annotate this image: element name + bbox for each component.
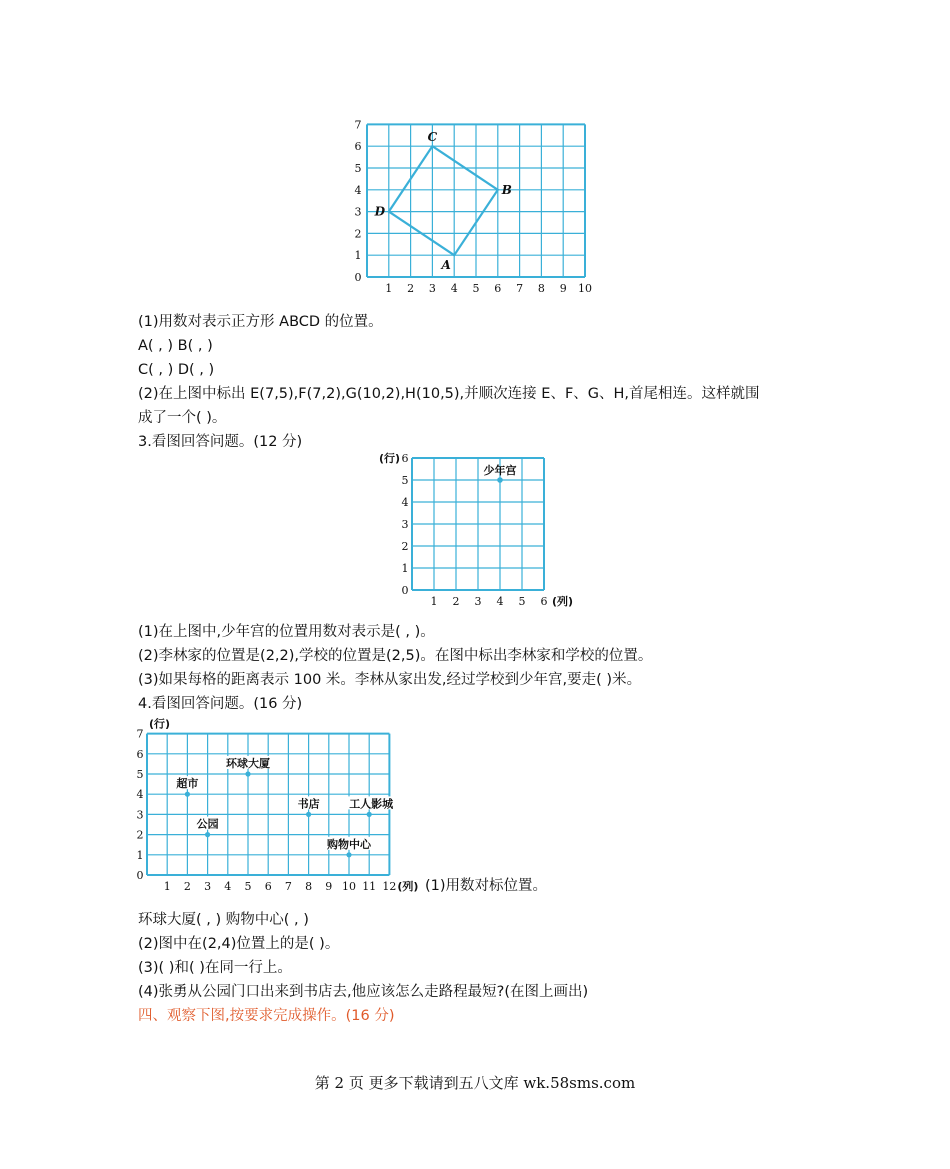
q4-title: 4.看图回答问题。(16 分) (138, 696, 303, 712)
map-point (245, 771, 250, 776)
fig4-y-tick: 4 (136, 788, 144, 802)
fig4-y-tick: 3 (136, 808, 144, 822)
point-label-d: D (374, 204, 386, 219)
map-point-label: 购物中心 (327, 837, 371, 851)
fig1-x-tick: 5 (472, 282, 480, 295)
q2-answer-ab: A( , ) B( , ) (138, 338, 213, 354)
fig3-col-axis-label: (列) (552, 595, 574, 608)
fig1-y-tick: 7 (354, 118, 362, 132)
map-point-label: 公园 (196, 817, 219, 831)
map-point (306, 812, 311, 817)
fig3-y-tick: 2 (401, 540, 409, 553)
map-point-label: 工人影城 (349, 797, 394, 811)
fig4-col-axis-label: (列) (397, 880, 419, 892)
coordinate-grid-city-map (125, 712, 425, 892)
q2-part1: (1)用数对表示正方形 ABCD 的位置。 (138, 314, 383, 330)
fig1-x-tick: 2 (407, 282, 415, 295)
fig4-x-tick: 9 (325, 880, 333, 892)
fig4-x-tick: 1 (163, 880, 171, 892)
q2-part2: (2)在上图中标出 E(7,5),F(7,2),G(10,2),H(10,5),并顺次连接 E、F、G、H,首尾相连。这样就围 (138, 386, 760, 402)
youth-palace-label: 少年宫 (483, 464, 517, 477)
fig4-y-tick: 2 (136, 828, 144, 842)
point-label-a: A (441, 258, 451, 273)
fig4-row-axis-label: (行) (149, 717, 171, 731)
q4-answer-line: 环球大厦( , ) 购物中心( , ) (138, 912, 309, 928)
fig1-y-tick: 4 (354, 183, 362, 197)
fig3-x-tick: 4 (496, 595, 504, 608)
fig4-x-tick: 7 (284, 880, 292, 892)
fig4-x-tick: 12 (382, 880, 397, 892)
youth-palace-point (497, 477, 503, 483)
map-point (346, 852, 351, 857)
fig1-x-tick: 7 (516, 282, 524, 295)
fig4-y-tick: 1 (136, 848, 144, 862)
q2-part2-cont: 成了一个( )。 (138, 410, 227, 426)
map-point (185, 792, 190, 797)
coordinate-grid-youth-palace (370, 450, 580, 610)
fig3-y-tick: 1 (401, 562, 409, 575)
section-four-title: 四、观察下图,按要求完成操作。(16 分) (138, 1008, 395, 1024)
fig3-x-tick: 3 (474, 595, 482, 608)
point-label-b: B (501, 182, 512, 197)
fig1-y-tick: 3 (354, 205, 362, 219)
fig3-y-tick: 5 (401, 474, 409, 487)
fig4-x-tick: 10 (342, 880, 356, 892)
fig4-y-tick: 7 (136, 727, 144, 741)
fig1-y-tick: 2 (354, 227, 362, 241)
fig1-x-tick: 1 (385, 282, 393, 295)
map-point-label: 超市 (176, 777, 199, 791)
point-label-c: C (427, 130, 438, 145)
fig4-y-tick: 5 (136, 768, 144, 781)
map-point-label: 环球大厦 (226, 757, 270, 770)
fig4-x-tick: 2 (183, 880, 191, 892)
fig4-x-tick: 4 (224, 880, 232, 892)
fig4-x-tick: 6 (264, 880, 272, 892)
q3-part3: (3)如果每格的距离表示 100 米。李林从家出发,经过学校到少年宫,要走( )米。 (138, 672, 642, 688)
q4-part3: (3)( )和( )在同一行上。 (138, 960, 292, 976)
fig1-x-tick: 6 (494, 282, 502, 295)
fig3-y-tick: 4 (401, 496, 409, 509)
fig1-x-tick: 9 (559, 282, 567, 295)
fig4-y-tick: 0 (136, 869, 144, 882)
fig3-y-tick: 3 (401, 518, 409, 531)
fig3-row-axis-label: (行) (378, 452, 400, 465)
fig3-x-tick: 6 (540, 595, 548, 608)
fig4-x-tick: 3 (204, 880, 212, 892)
fig1-y-tick: 1 (354, 249, 362, 263)
q4-part4: (4)张勇从公园门口出来到书店去,他应该怎么走路程最短?(在图上画出) (138, 984, 589, 1000)
fig3-x-tick: 5 (518, 595, 526, 608)
map-point (367, 812, 372, 817)
square-abcd (389, 146, 498, 255)
fig3-x-tick: 2 (452, 595, 460, 608)
fig3-y-tick: 0 (401, 584, 409, 597)
coordinate-grid-square (340, 110, 610, 300)
fig1-y-tick: 0 (354, 271, 362, 284)
map-point (205, 832, 210, 837)
fig4-x-tick: 11 (362, 880, 377, 892)
fig3-x-tick: 1 (430, 595, 438, 608)
q3-part1: (1)在上图中,少年宫的位置用数对表示是( , )。 (138, 624, 435, 640)
page-footer: 第 2 页 更多下载请到五八文库 wk.58sms.com (314, 1074, 636, 1092)
fig1-x-tick: 4 (450, 282, 458, 295)
q3-title: 3.看图回答问题。(12 分) (138, 434, 303, 450)
fig4-y-tick: 6 (136, 747, 144, 761)
q3-part2: (2)李林家的位置是(2,2),学校的位置是(2,5)。在图中标出李林家和学校的位置。 (138, 648, 653, 664)
map-point-label: 书店 (297, 797, 320, 811)
fig1-x-tick: 10 (578, 282, 592, 295)
q2-answer-cd: C( , ) D( , ) (138, 362, 215, 378)
q4-part2: (2)图中在(2,4)位置上的是( )。 (138, 936, 340, 952)
fig4-x-tick: 5 (244, 880, 252, 892)
fig1-y-tick: 6 (354, 140, 362, 154)
fig3-y-tick: 6 (401, 452, 409, 465)
fig1-y-tick: 5 (354, 162, 362, 175)
fig1-x-tick: 8 (537, 282, 545, 295)
fig1-x-tick: 3 (428, 282, 436, 295)
q4-part1: (1)用数对标位置。 (425, 878, 548, 894)
fig4-x-tick: 8 (305, 880, 313, 892)
